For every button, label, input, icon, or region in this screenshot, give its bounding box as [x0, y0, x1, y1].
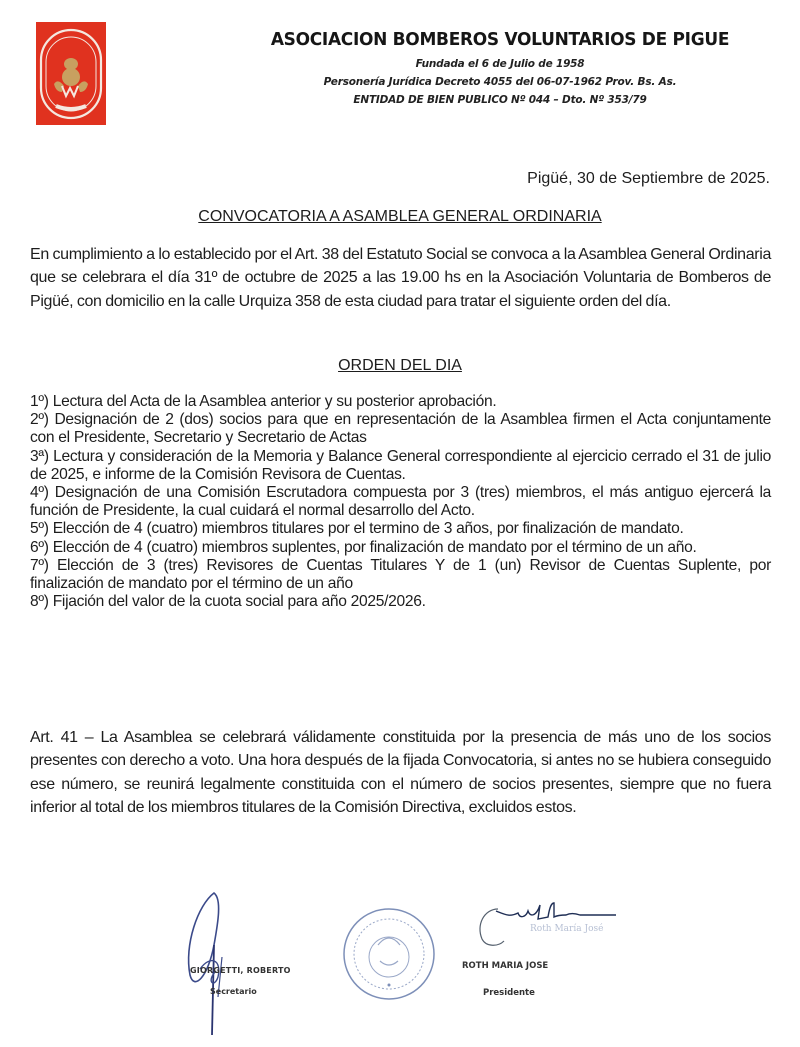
organization-logo: [36, 22, 106, 125]
agenda-heading: ORDEN DEL DIA: [338, 357, 462, 374]
agenda-item: 6º) Elección de 4 (cuatro) miembros suplentes, por finalización de mandato por el término de un año.: [30, 538, 697, 556]
agenda-item: 1º) Lectura del Acta de la Asamblea anterior y su posterior aprobación.: [30, 393, 497, 410]
article-41-paragraph: Art. 41 – La Asamblea se celebrará válidamente constituida por la presencia de más uno de los socios presentes con derecho a voto. Una hora después de la fijada Convocatoria, si antes no se hubiera conseguido ese número, se reunirá legalmente constituida con el número de socios presentes, siempre que no fuera inferior al total de los miembros titulares de la Comisión Directiva, excluidos estos.: [30, 729, 771, 817]
secretary-signature-icon: [170, 885, 260, 1035]
president-role: Presidente: [483, 988, 535, 998]
agenda-list: [30, 393, 771, 611]
agenda-item: 3ª) Lectura y consideración de la Memoria y Balance General correspondiente al ejercicio cerrado el 31 de julio de 2025, e informe de la Comisión Revisora de Cuentas.: [30, 447, 771, 483]
secretary-role: Secretario: [210, 987, 257, 996]
official-seal-icon: [340, 905, 438, 1003]
agenda-item: 5º) Elección de 4 (cuatro) miembros titulares por el termino de 3 años, por finalización de mandato.: [30, 520, 684, 538]
secretary-name: GIORGETTI, ROBERTO: [190, 966, 291, 975]
agenda-item: 8º) Fijación del valor de la cuota social para año 2025/2026.: [30, 593, 426, 611]
signature-block: [150, 885, 630, 1045]
intro-paragraph: En cumplimiento a lo establecido por el Art. 38 del Estatuto Social se convoca a la Asamblea General Ordinaria que se celebrara el día 31º de octubre de 2025 a las 19.00 hs en la Asociación Voluntaria de Bomberos de Pigüé, con domicilio en la calle Urquiza 358 de esta ciudad para tratar el siguiente orden del día.: [30, 246, 771, 310]
letterhead: [200, 30, 800, 109]
president-stamp-text: Roth María José: [530, 924, 604, 934]
organization-name: ASOCIACION BOMBEROS VOLUNTARIOS DE PIGUE: [270, 30, 730, 50]
firefighter-emblem-icon: [36, 22, 106, 125]
president-name: ROTH MARIA JOSE: [462, 961, 549, 971]
agenda-item: 2º) Designación de 2 (dos) socios para que en representación de la Asamblea firmen el Acta conjuntamente con el Presidente, Secretario y Secretario de Actas: [30, 411, 771, 447]
document-heading: CONVOCATORIA A ASAMBLEA GENERAL ORDINARIA: [198, 208, 602, 225]
legal-status: Personería Jurídica Decreto 4055 del 06-07-1962 Prov. Bs. As.: [323, 76, 677, 88]
entity-registration: ENTIDAD DE BIEN PUBLICO Nº 044 – Dto. Nº 353/79: [353, 94, 647, 106]
agenda-item: 7º) Elección de 3 (tres) Revisores de Cuentas Titulares Y de 1 (un) Revisor de Cuentas Suplente, por finalización de mandato por el término de un año: [30, 556, 771, 593]
president-signature-icon: [470, 895, 620, 955]
agenda-item: 4º) Designación de una Comisión Escrutadora compuesta por 3 (tres) miembros, el más antiguo ejercerá la función de Presidente, la cual cuidará el normal desarrollo del Acto.: [30, 484, 771, 520]
document-date: Pigüé, 30 de Septiembre de 2025.: [527, 170, 770, 187]
founded-date: Fundada el 6 de Julio de 1958: [415, 58, 585, 70]
